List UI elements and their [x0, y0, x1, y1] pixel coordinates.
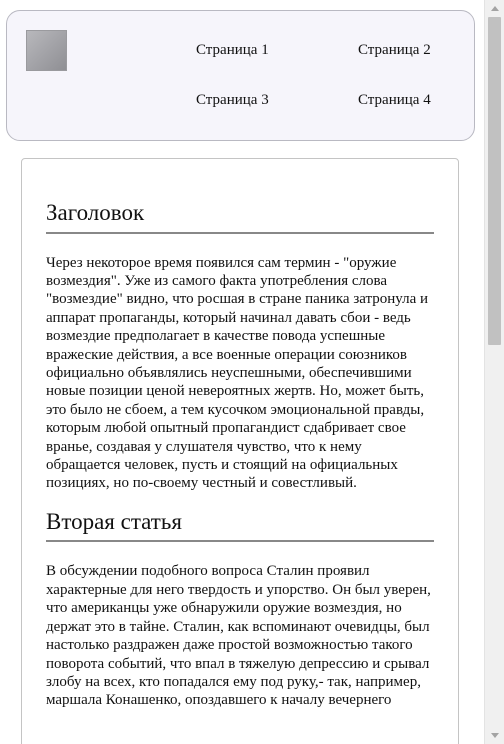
nav-link-page-4[interactable]: Страница 4 [358, 92, 431, 108]
site-header [6, 10, 475, 141]
scroll-up-button[interactable] [485, 0, 504, 17]
article-heading: Заголовок [46, 199, 434, 234]
second-article-heading: Вторая статья [46, 508, 434, 543]
article-paragraph: Через некоторое время появился сам термин - "оружие возмездия". Уже из самого факта употребления слова "возмездие" видно, что росшая в стране паника затронула и аппарат пропаганды, который начинал давать сбои - ведь возмездие предполагает в качестве повода успешные вражеские действия, а все военные операции союзников официально объявлялись неуспешными, обеспечившими новые позиции ценой невероятных жертв. Но, может быть, это было не сбоем, а тем кусочком эмоциональной правды, которым любой опытный пропагандист сдабривает свое вранье, создавая у слушателя чувство, что к нему обращается человек, пусть и стоящий на официальных позициях, но по-своему честный и совестливый. [46, 254, 429, 492]
arrow-up-icon [491, 6, 499, 11]
article-container [21, 158, 459, 744]
logo-placeholder-icon[interactable] [26, 30, 67, 71]
arrow-down-icon [491, 733, 499, 738]
vertical-scrollbar[interactable] [484, 0, 504, 744]
nav-link-page-3[interactable]: Страница 3 [196, 92, 269, 108]
second-article-paragraph: В обсуждении подобного вопроса Сталин проявил характерные для него твердость и упорство. Он был уверен, что американцы уже обнаружили оружие возмездия, но держат это в тайне. Сталин, как вспоминают очевидцы, был настолько раздражен даже простой возможностью такого поворота событий, что впал в тяжелую депрессию и срывал злобу на всех, кто попадался ему под руку,- так, например, маршала Конашенко, опоздавшего к началу вечернего [46, 563, 431, 709]
scroll-thumb[interactable] [488, 17, 501, 345]
nav-link-page-2[interactable]: Страница 2 [358, 42, 431, 58]
scroll-down-button[interactable] [485, 727, 504, 744]
nav-link-page-1[interactable]: Страница 1 [196, 42, 269, 58]
